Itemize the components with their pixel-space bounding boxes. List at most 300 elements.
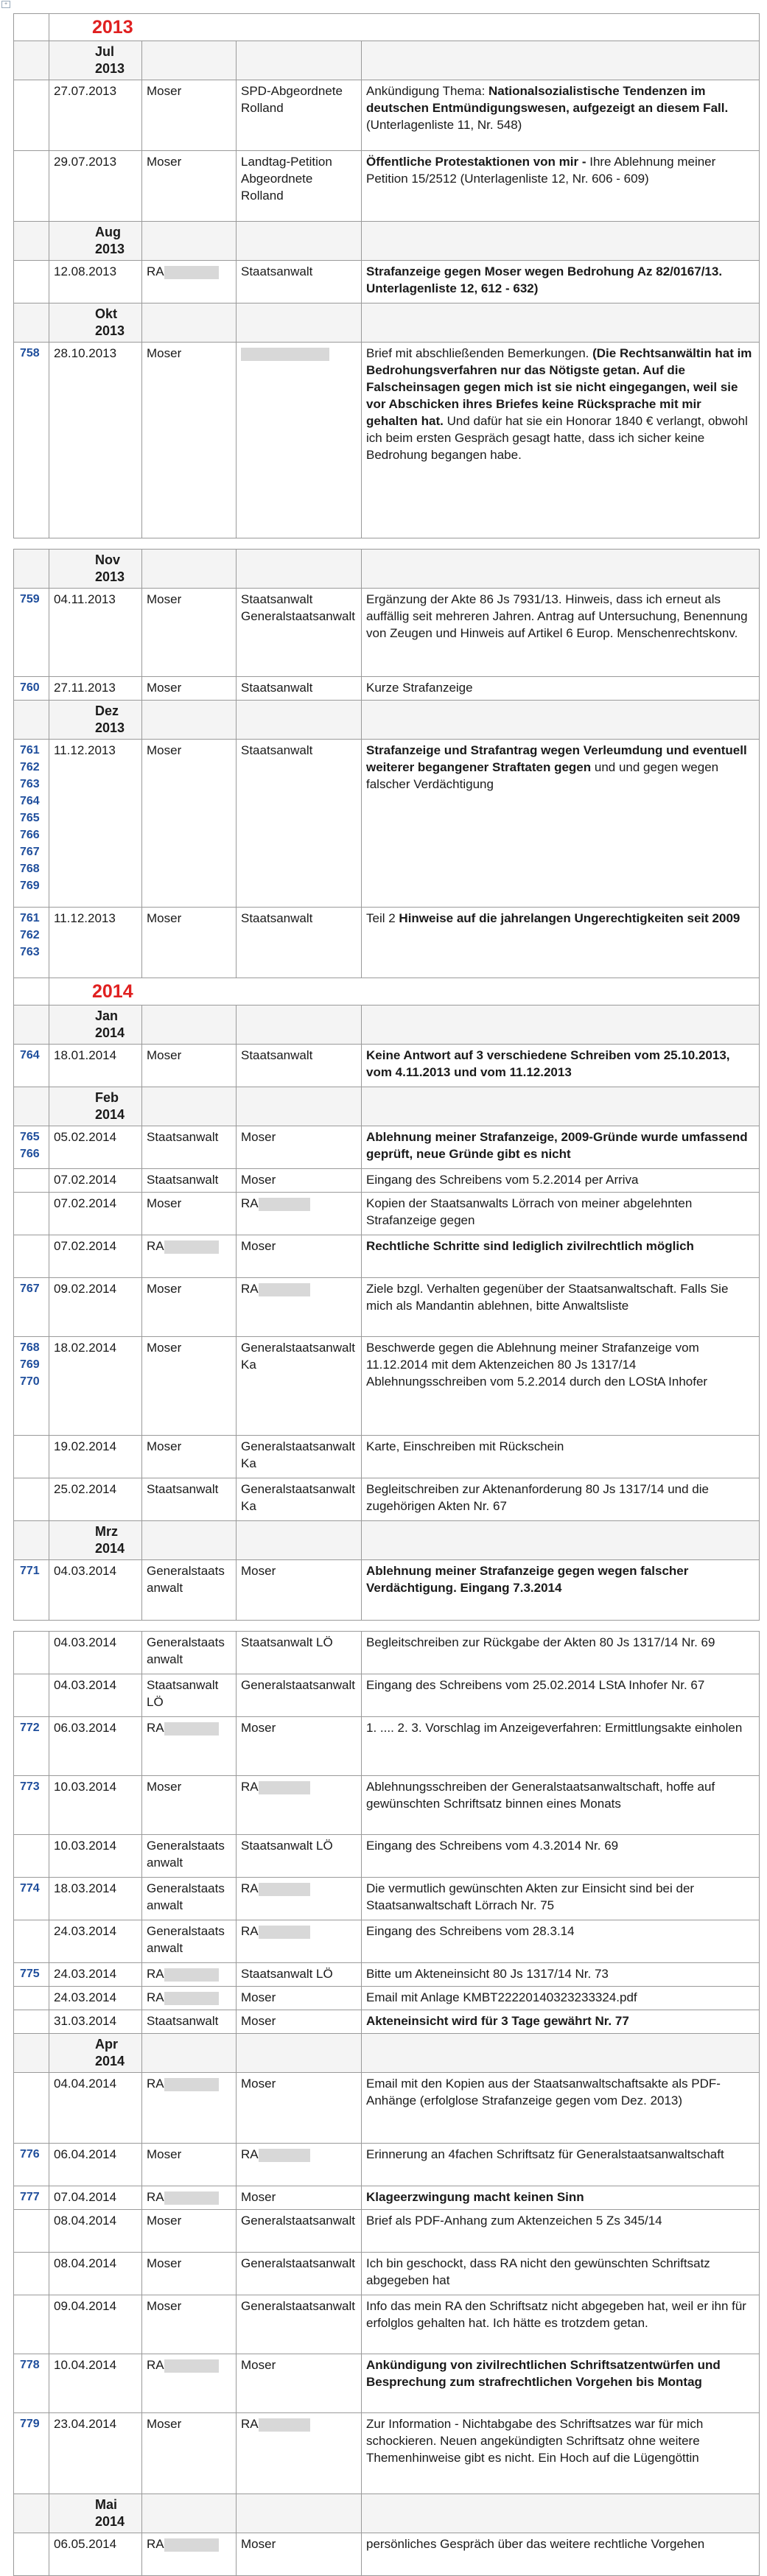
entry-number: 761 762 763	[14, 908, 49, 978]
description-text: Karte, Einschreiben mit Rückschein	[366, 1439, 564, 1453]
table-row	[14, 740, 760, 908]
entry-from	[142, 589, 237, 677]
sender-label: RA	[147, 2358, 164, 2372]
entry-from	[142, 1169, 237, 1193]
recipient-label: Landtag-Petition Abgeordnete Rolland	[241, 155, 332, 203]
redaction-block	[259, 2418, 310, 2432]
description-text: persönliches Gespräch über das weitere rechtliche Vorgehen	[366, 2537, 705, 2551]
entry-to	[237, 2413, 362, 2494]
table-row	[14, 1632, 760, 1674]
entry-to	[237, 2010, 362, 2034]
recipient-label: RA	[241, 1924, 259, 1938]
redaction-block	[164, 2359, 219, 2373]
entry-number: 759	[14, 589, 49, 677]
month-heading-row	[14, 2494, 760, 2533]
table-row	[14, 1674, 760, 1717]
description-text: Beschwerde gegen die Ablehnung meiner Strafanzeige vom 11.12.2014 mit dem Aktenzeichen 80 Js 1317/14 Ablehnungsschreiben vom 5.2.2014 durch den LOStA Inhofer	[366, 1341, 708, 1389]
entry-number	[14, 2073, 49, 2144]
month-heading: Okt 2013	[49, 303, 142, 343]
description-text: Email mit den Kopien aus der Staatsanwaltschaftsakte als PDF-Anhänge (erfolglose Strafanzeige gegen vom Dez. 2013)	[366, 2077, 721, 2108]
month-heading-row	[14, 41, 760, 80]
section-gap-row	[14, 1621, 760, 1632]
table-row	[14, 2010, 760, 2034]
recipient-label: Staatsanwalt Generalstaatsanwalt	[241, 592, 355, 623]
entry-number	[14, 2295, 49, 2354]
month-empty-cell	[362, 1521, 760, 1560]
recipient-label: Moser	[241, 2537, 276, 2551]
recipient-label: Moser	[241, 1173, 276, 1187]
entry-date: 07.04.2014	[49, 2186, 142, 2210]
entry-number	[14, 1436, 49, 1478]
entry-description	[362, 2144, 760, 2186]
recipient-label: SPD-Abgeordnete Rolland	[241, 84, 343, 115]
entry-number	[14, 1674, 49, 1717]
entry-description	[362, 1193, 760, 1235]
entry-date: 04.03.2014	[49, 1674, 142, 1717]
sender-label: Moser	[147, 911, 182, 925]
entry-from	[142, 1674, 237, 1717]
month-heading: Aug 2013	[49, 222, 142, 261]
entry-number: 777	[14, 2186, 49, 2210]
entry-description	[362, 1776, 760, 1835]
month-spacer-cell	[14, 2034, 49, 2073]
month-heading: Nov 2013	[49, 550, 142, 589]
recipient-label: Moser	[241, 2077, 276, 2091]
redaction-block	[241, 348, 329, 361]
entry-date: 04.04.2014	[49, 2073, 142, 2144]
table-row	[14, 1337, 760, 1436]
redaction-block	[259, 1198, 310, 1211]
sender-label: Generalstaatsanwalt	[147, 1924, 225, 1955]
entry-number: 773	[14, 1776, 49, 1835]
month-empty-cell	[237, 41, 362, 80]
entry-from	[142, 2010, 237, 2034]
redaction-block	[164, 1240, 219, 1254]
month-empty-cell	[362, 550, 760, 589]
entry-from	[142, 1963, 237, 1987]
sender-label: Generalstaatsanwalt	[147, 1564, 225, 1595]
description-bold: (Die Rechtsanwältin hat im Bedrohungsverfahren nur das Nötigste getan. Auf die Falscheinsagen gegen mich ist sie nicht eingegangen, weil sie vor Abschicken ihres Briefes keine Rücksprache mit mir gehalten hat.	[366, 346, 752, 428]
sender-label: RA	[147, 2537, 164, 2551]
entry-number: 771	[14, 1560, 49, 1621]
sender-label: Staatsanwalt	[147, 2014, 219, 2028]
recipient-label: Generalstaatsanwalt Ka	[241, 1482, 355, 1513]
entry-from	[142, 2253, 237, 2295]
entry-date: 18.01.2014	[49, 1045, 142, 1087]
recipient-label: RA	[241, 1196, 259, 1210]
entry-number	[14, 2533, 49, 2576]
recipient-label: Generalstaatsanwalt	[241, 2214, 355, 2228]
entry-date: 04.03.2014	[49, 1632, 142, 1674]
description-bold: Strafanzeige gegen Moser wegen Bedrohung Az 82/0167/13. Unterlagenliste 12, 612 - 632)	[366, 264, 723, 295]
entry-to	[237, 1878, 362, 1920]
recipient-label: Generalstaatsanwalt	[241, 1678, 355, 1692]
month-empty-cell	[237, 550, 362, 589]
entry-to	[237, 1717, 362, 1776]
entry-from	[142, 1560, 237, 1621]
table-row	[14, 1278, 760, 1337]
entry-description	[362, 1478, 760, 1521]
recipient-label: RA	[241, 1881, 259, 1895]
description-bold: Keine Antwort auf 3 verschiedene Schreiben vom 25.10.2013, vom 4.11.2013 und vom 11.12.2013	[366, 1048, 730, 1079]
entry-description	[362, 1963, 760, 1987]
redaction-block	[259, 1283, 310, 1296]
sender-label: Moser	[147, 592, 182, 606]
table-row	[14, 2186, 760, 2210]
month-empty-cell	[237, 222, 362, 261]
entry-number	[14, 2253, 49, 2295]
redaction-block	[164, 2191, 219, 2205]
entry-from	[142, 908, 237, 978]
sender-label: Generalstaatsanwalt	[147, 1881, 225, 1912]
sender-label: Generalstaatsanwalt	[147, 1839, 225, 1870]
entry-description	[362, 1987, 760, 2010]
entry-date: 11.12.2013	[49, 908, 142, 978]
entry-description	[362, 2253, 760, 2295]
month-heading-row	[14, 701, 760, 740]
entry-to	[237, 1193, 362, 1235]
entry-to	[237, 151, 362, 222]
month-empty-cell	[237, 1521, 362, 1560]
table-row	[14, 1126, 760, 1169]
entry-date: 29.07.2013	[49, 151, 142, 222]
recipient-label: Generalstaatsanwalt	[241, 2299, 355, 2313]
entry-number: 765 766	[14, 1126, 49, 1169]
entry-number	[14, 1169, 49, 1193]
entry-description	[362, 2010, 760, 2034]
month-heading-row	[14, 222, 760, 261]
entry-from	[142, 2295, 237, 2354]
entry-date: 05.02.2014	[49, 1126, 142, 1169]
table-row	[14, 1193, 760, 1235]
month-heading-row	[14, 2034, 760, 2073]
month-empty-cell	[237, 1087, 362, 1126]
year-spacer-cell	[14, 978, 49, 1006]
chronology-table-body	[14, 14, 760, 2576]
description-text: Eingang des Schreibens vom 25.02.2014 LStA Inhofer Nr. 67	[366, 1678, 705, 1692]
entry-from	[142, 1235, 237, 1278]
month-heading: Feb 2014	[49, 1087, 142, 1126]
entry-date: 18.03.2014	[49, 1878, 142, 1920]
description-text: Eingang des Schreibens vom 5.2.2014 per Arriva	[366, 1173, 639, 1187]
entry-to	[237, 1235, 362, 1278]
entry-date: 19.02.2014	[49, 1436, 142, 1478]
entry-date: 31.03.2014	[49, 2010, 142, 2034]
entry-from	[142, 1987, 237, 2010]
recipient-label: Generalstaatsanwalt	[241, 2256, 355, 2270]
table-row	[14, 2295, 760, 2354]
entry-description	[362, 343, 760, 538]
entry-number	[14, 151, 49, 222]
entry-description	[362, 740, 760, 908]
month-spacer-cell	[14, 222, 49, 261]
recipient-label: Moser	[241, 1990, 276, 2004]
entry-number	[14, 1235, 49, 1278]
description-text: Brief mit abschließenden Bemerkungen.	[366, 346, 593, 360]
entry-description	[362, 1126, 760, 1169]
entry-description	[362, 2533, 760, 2576]
entry-number	[14, 1193, 49, 1235]
description-text: Erinnerung an 4fachen Schriftsatz für Generalstaatsanwaltschaft	[366, 2147, 724, 2161]
entry-to	[237, 2354, 362, 2413]
entry-date: 04.03.2014	[49, 1560, 142, 1621]
recipient-label: RA	[241, 2147, 259, 2161]
redaction-block	[164, 1722, 219, 1736]
table-row	[14, 2073, 760, 2144]
entry-description	[362, 589, 760, 677]
entry-number: 779	[14, 2413, 49, 2494]
entry-from	[142, 1835, 237, 1878]
table-row	[14, 2354, 760, 2413]
entry-from	[142, 2533, 237, 2576]
entry-to	[237, 1126, 362, 1169]
month-heading-row	[14, 303, 760, 343]
entry-date: 08.04.2014	[49, 2253, 142, 2295]
recipient-label: Generalstaatsanwalt Ka	[241, 1439, 355, 1470]
entry-to	[237, 677, 362, 701]
entry-number: 767	[14, 1278, 49, 1337]
sender-label: RA	[147, 2077, 164, 2091]
month-empty-cell	[142, 2034, 237, 2073]
description-bold: Hinweise auf die jahrelangen Ungerechtigkeiten seit 2009	[399, 911, 740, 925]
month-heading: Dez 2013	[49, 701, 142, 740]
gap-cell	[14, 538, 760, 550]
entry-from	[142, 2073, 237, 2144]
sender-label: Staatsanwalt	[147, 1130, 219, 1144]
entry-number	[14, 1987, 49, 2010]
entry-to	[237, 80, 362, 151]
entry-date: 27.07.2013	[49, 80, 142, 151]
sender-label: Moser	[147, 155, 182, 169]
month-empty-cell	[362, 1087, 760, 1126]
entry-to	[237, 1045, 362, 1087]
entry-from	[142, 1776, 237, 1835]
recipient-label: Staatsanwalt	[241, 681, 313, 695]
sender-label: Moser	[147, 681, 182, 695]
month-empty-cell	[142, 41, 237, 80]
year-heading: 2013	[49, 14, 760, 41]
entry-date: 07.02.2014	[49, 1169, 142, 1193]
entry-number: 758	[14, 343, 49, 538]
entry-from	[142, 1126, 237, 1169]
entry-from	[142, 1045, 237, 1087]
month-heading-row	[14, 1006, 760, 1045]
entry-number: 761 762 763 764 765 766 767 768 769	[14, 740, 49, 908]
table-row	[14, 2413, 760, 2494]
entry-description	[362, 1835, 760, 1878]
table-move-handle-icon[interactable]: +	[1, 1, 10, 8]
description-text: Kurze Strafanzeige	[366, 681, 473, 695]
month-spacer-cell	[14, 1087, 49, 1126]
entry-number: 768 769 770	[14, 1337, 49, 1436]
entry-from	[142, 2413, 237, 2494]
description-bold: Ankündigung von zivilrechtlichen Schriftsatzentwürfen und Besprechung zum strafrechtlichen Vorgehen bis Montag	[366, 2358, 721, 2389]
month-empty-cell	[362, 303, 760, 343]
entry-description	[362, 1560, 760, 1621]
redaction-block	[164, 1968, 219, 1982]
entry-from	[142, 740, 237, 908]
entry-description	[362, 1235, 760, 1278]
sender-label: RA	[147, 264, 164, 278]
description-bold: Rechtliche Schritte sind lediglich zivilrechtlich möglich	[366, 1239, 694, 1253]
sender-label: RA	[147, 1239, 164, 1253]
sender-label: Moser	[147, 1196, 182, 1210]
entry-date: 10.03.2014	[49, 1835, 142, 1878]
entry-from	[142, 677, 237, 701]
description-bold: Öffentliche Protestaktionen von mir -	[366, 155, 586, 169]
month-spacer-cell	[14, 701, 49, 740]
entry-date: 18.02.2014	[49, 1337, 142, 1436]
sender-label: RA	[147, 1990, 164, 2004]
month-empty-cell	[142, 303, 237, 343]
entry-to	[237, 1632, 362, 1674]
entry-to	[237, 908, 362, 978]
entry-to	[237, 1560, 362, 1621]
entry-description	[362, 1632, 760, 1674]
month-spacer-cell	[14, 1521, 49, 1560]
description-text: Eingang des Schreibens vom 28.3.14	[366, 1924, 575, 1938]
description-text: Ankündigung Thema:	[366, 84, 489, 98]
entry-description	[362, 1045, 760, 1087]
recipient-label: Staatsanwalt	[241, 743, 313, 757]
sender-label: Moser	[147, 743, 182, 757]
recipient-label: Staatsanwalt LÖ	[241, 1839, 333, 1853]
description-text: Ablehnungsschreiben der Generalstaatsanwaltschaft, hoffe auf gewünschten Schriftsatz binnen eines Monats	[366, 1780, 715, 1811]
section-gap-row	[14, 538, 760, 550]
entry-to	[237, 1278, 362, 1337]
table-row	[14, 1920, 760, 1963]
entry-description	[362, 261, 760, 303]
redaction-block	[164, 1992, 219, 2005]
entry-from	[142, 261, 237, 303]
month-empty-cell	[142, 1087, 237, 1126]
entry-to	[237, 589, 362, 677]
description-text: Brief als PDF-Anhang zum Aktenzeichen 5 Zs 345/14	[366, 2214, 662, 2228]
sender-label: Moser	[147, 2147, 182, 2161]
entry-description	[362, 2413, 760, 2494]
description-tail: und und gegen wegen falscher Verdächtigung	[366, 760, 719, 791]
entry-from	[142, 1278, 237, 1337]
entry-from	[142, 2186, 237, 2210]
entry-to	[237, 740, 362, 908]
sender-label: Moser	[147, 1282, 182, 1296]
entry-to	[237, 1169, 362, 1193]
table-row	[14, 1776, 760, 1835]
entry-to	[237, 1987, 362, 2010]
month-heading: Mrz 2014	[49, 1521, 142, 1560]
month-empty-cell	[142, 222, 237, 261]
sender-label: Staatsanwalt	[147, 1173, 219, 1187]
entry-to	[237, 2210, 362, 2253]
table-row	[14, 1963, 760, 1987]
entry-date: 09.04.2014	[49, 2295, 142, 2354]
sender-label: Moser	[147, 1048, 182, 1062]
recipient-label: Staatsanwalt LÖ	[241, 1967, 333, 1981]
table-row	[14, 1835, 760, 1878]
description-tail: Ihre Ablehnung meiner Petition 15/2512 (Unterlagenliste 12, Nr. 606 - 609)	[366, 155, 716, 186]
sender-label: Moser	[147, 1341, 182, 1355]
month-heading-row	[14, 1087, 760, 1126]
entry-number: 760	[14, 677, 49, 701]
entry-to	[237, 2295, 362, 2354]
entry-to	[237, 1436, 362, 1478]
entry-from	[142, 2210, 237, 2253]
entry-to	[237, 2186, 362, 2210]
entry-date: 07.02.2014	[49, 1193, 142, 1235]
entry-to	[237, 1920, 362, 1963]
entry-number: 764	[14, 1045, 49, 1087]
month-spacer-cell	[14, 1006, 49, 1045]
description-bold: Strafanzeige und Strafantrag wegen Verleumdung und eventuell weiterer begangener Straftaten gegen	[366, 743, 747, 774]
table-row	[14, 1478, 760, 1521]
month-heading-row	[14, 1521, 760, 1560]
table-row	[14, 1045, 760, 1087]
entry-description	[362, 1169, 760, 1193]
month-empty-cell	[142, 2494, 237, 2533]
month-empty-cell	[237, 2034, 362, 2073]
year-heading-row	[14, 978, 760, 1006]
table-row	[14, 1235, 760, 1278]
entry-to	[237, 1337, 362, 1436]
entry-description	[362, 2354, 760, 2413]
table-row	[14, 261, 760, 303]
sender-label: Moser	[147, 2299, 182, 2313]
entry-from	[142, 1878, 237, 1920]
entry-to	[237, 1478, 362, 1521]
table-row	[14, 1169, 760, 1193]
month-spacer-cell	[14, 41, 49, 80]
description-text: 1. .... 2. 3. Vorschlag im Anzeigeverfahren: Ermittlungsakte einholen	[366, 1721, 743, 1735]
entry-date: 10.04.2014	[49, 2354, 142, 2413]
entry-from	[142, 1193, 237, 1235]
description-text: Ergänzung der Akte 86 Js 7931/13. Hinweis, dass ich erneut als auffällig seit mehreren Jahren. Antrag auf Untersuchung, Benennung von Zeugen und Hinweis auf Artikel 6 Europ. Menschenrechtskonv.	[366, 592, 748, 640]
sender-label: Moser	[147, 2214, 182, 2228]
month-empty-cell	[142, 1521, 237, 1560]
sender-label: Staatsanwalt	[147, 1482, 219, 1496]
description-bold: Ablehnung meiner Strafanzeige, 2009-Gründe wurde umfassend geprüft, neue Gründe gibt es nicht	[366, 1130, 748, 1161]
month-empty-cell	[362, 1006, 760, 1045]
sender-label: Generalstaatsanwalt	[147, 1635, 225, 1666]
entry-from	[142, 343, 237, 538]
table-row	[14, 2533, 760, 2576]
month-empty-cell	[142, 701, 237, 740]
entry-date: 07.02.2014	[49, 1235, 142, 1278]
redaction-block	[164, 266, 219, 279]
entry-from	[142, 1337, 237, 1436]
entry-to	[237, 2073, 362, 2144]
sender-label: Moser	[147, 2417, 182, 2431]
redaction-block	[259, 1926, 310, 1939]
entry-to	[237, 1674, 362, 1717]
recipient-label: Moser	[241, 2190, 276, 2204]
entry-number: 776	[14, 2144, 49, 2186]
table-row	[14, 1560, 760, 1621]
entry-date: 27.11.2013	[49, 677, 142, 701]
description-text: Teil 2	[366, 911, 399, 925]
entry-from	[142, 151, 237, 222]
entry-number	[14, 1835, 49, 1878]
description-text: Eingang des Schreibens vom 4.3.2014 Nr. 69	[366, 1839, 619, 1853]
table-row	[14, 1436, 760, 1478]
description-bold: Klageerzwingung macht keinen Sinn	[366, 2190, 584, 2204]
entry-to	[237, 2533, 362, 2576]
recipient-label: RA	[241, 1780, 259, 1794]
recipient-label: Staatsanwalt	[241, 1048, 313, 1062]
entry-description	[362, 80, 760, 151]
entry-from	[142, 2144, 237, 2186]
month-empty-cell	[362, 2034, 760, 2073]
sender-label: RA	[147, 2190, 164, 2204]
